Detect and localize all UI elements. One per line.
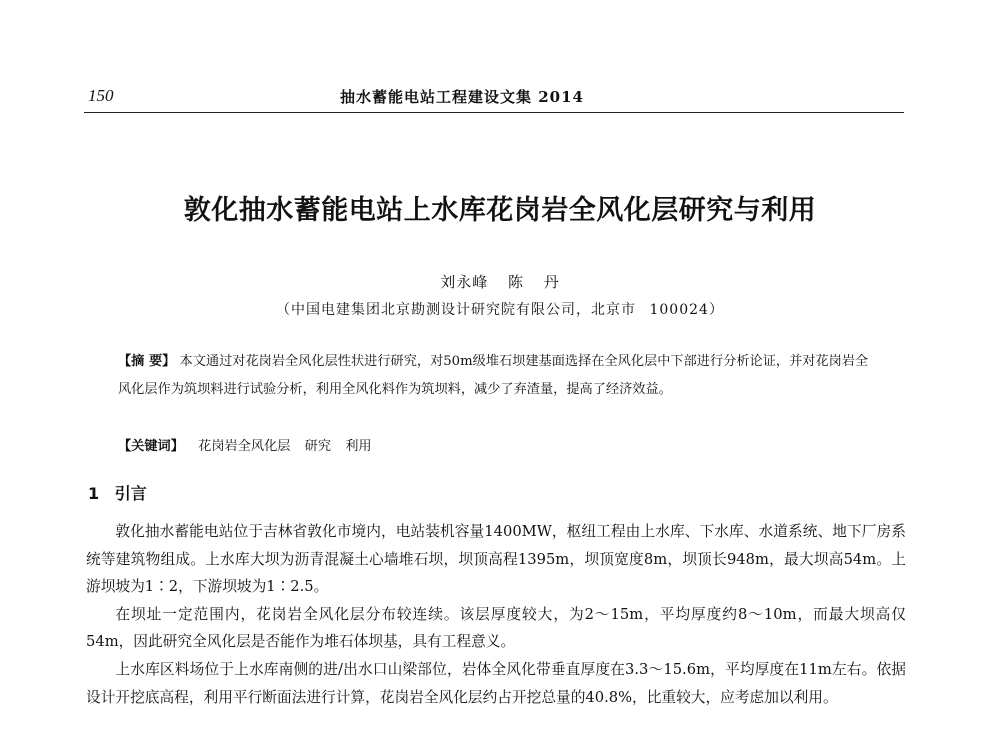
keywords-label: 【关键词】 [118,439,184,454]
paragraph: 上水库区料场位于上水库南侧的进/出水口山梁部位，岩体全风化带垂直厚度在3.3～15.6m，平均厚度在11m左右。依据设计开挖底高程，利用平行断面法进行计算，花岗岩全风化层约占开挖总量的40.8%，比重较大，应考虑加以利用。 [86,660,906,706]
authors: 刘永峰 陈 丹 [440,273,560,291]
abstract [118,348,874,404]
running-title: 抽水蓄能电站工程建设文集 2014 [340,88,584,106]
body-text [86,518,906,711]
paragraph: 敦化抽水蓄能电站位于吉林省敦化市境内，电站装机容量1400MW，枢纽工程由上水库、下水库、水道系统、地下厂房系统等建筑物组成。上水库大坝为沥青混凝土心墙堆石坝，坝顶高程1395m，坝顶宽度8m，坝顶长948m，最大坝高54m。上游坝坡为1∶2，下游坝坡为1∶2.5。 [86,523,906,596]
page-number: 150 [88,86,114,105]
header-divider [84,112,904,113]
affiliation: （中国电建集团北京勘测设计研究院有限公司，北京市 100024） [276,302,724,318]
keywords [118,433,874,461]
section-heading: 1 引言 [88,484,147,503]
keywords-text: 花岗岩全风化层 研究 利用 [198,439,372,454]
abstract-text: 本文通过对花岗岩全风化层性状进行研究，对50m级堆石坝建基面选择在全风化层中下部进行分析论证，并对花岗岩全风化层作为筑坝料进行试验分析，利用全风化料作为筑坝料，减少了弃渣量，提高了经济效益。 [118,354,869,397]
paper-title: 敦化抽水蓄能电站上水库花岗岩全风化层研究与利用 [183,195,817,226]
abstract-label: 【摘 要】 [118,354,176,369]
paragraph: 在坝址一定范围内，花岗岩全风化层分布较连续。该层厚度较大，为2～15m，平均厚度约8～10m，而最大坝高仅54m，因此研究全风化层是否能作为堆石体坝基，具有工程意义。 [86,605,906,651]
